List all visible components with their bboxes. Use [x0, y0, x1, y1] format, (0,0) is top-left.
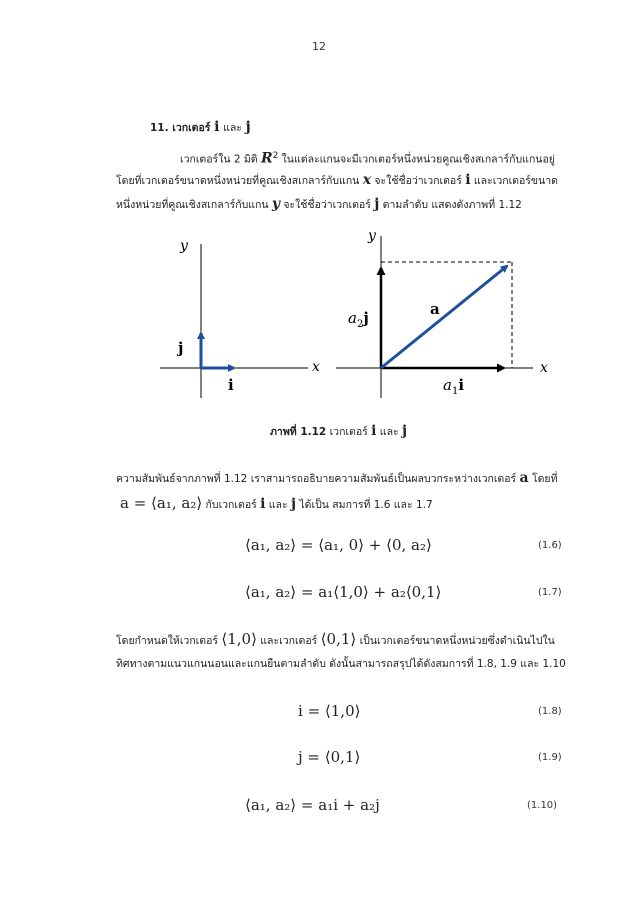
left-x-label: x — [312, 359, 320, 375]
para3-v1: ⟨1,0⟩ — [221, 630, 257, 648]
j-symbol: j — [374, 196, 380, 212]
para2-a-symbol: a — [519, 470, 529, 486]
para3-text-b: และเวกเตอร์ — [260, 635, 318, 647]
a-label: a — [430, 300, 440, 318]
a-vector — [381, 266, 507, 368]
para1-text-h: ตามลำดับ แสดงดังภาพที่ 1.12 — [382, 199, 522, 211]
a2j-label — [348, 309, 369, 330]
r-symbol: R — [260, 150, 273, 167]
caption-and: และ — [379, 426, 399, 438]
para2-text-a: ความสัมพันธ์จากภาพที่ 1.12 เราสามารถอธิบายความสัมพันธ์เป็นผลบวกระหว่างเวกเตอร์ — [116, 473, 517, 485]
i-symbol: i — [465, 172, 471, 188]
para3-v2: ⟨0,1⟩ — [320, 630, 357, 648]
a1i-sub: 1 — [451, 386, 459, 397]
para1-line3 — [116, 193, 522, 217]
para1-text-f: หนึ่งหน่วยที่คูณเชิงสเกลาร์กับแกน — [116, 199, 269, 211]
right-y-label: y — [368, 228, 376, 244]
para2-line2 — [120, 492, 433, 517]
para1-text-a: เวกเตอร์ใน 2 มิติ — [180, 153, 258, 166]
equation-1-8: i = ⟨1,0⟩ — [298, 702, 361, 720]
y-symbol: y — [271, 196, 281, 212]
page-number: 12 — [312, 40, 326, 53]
section-heading — [150, 116, 251, 140]
caption-prefix: ภาพที่ 1.12 — [270, 426, 327, 438]
para2-and: และ — [268, 499, 288, 511]
a2j-coef: a — [348, 309, 357, 327]
para2-text-d: ได้เป็น สมการที่ 1.6 และ 1.7 — [299, 499, 433, 511]
left-y-label: y — [180, 238, 188, 254]
a1i-coef: a — [443, 376, 452, 394]
para3-text-c: เป็นเวกเตอร์ขนาดหนึ่งหน่วยซึ่งดำเนินไปใน — [359, 635, 555, 647]
heading-i-symbol: i — [214, 119, 220, 135]
para2-line1 — [116, 467, 558, 491]
para1-text-c: โดยที่เวกเตอร์ขนาดหนึ่งหน่วยที่คูณเชิงสเกลาร์กับแกน — [116, 175, 360, 187]
left-j-label: j — [178, 339, 184, 357]
equation-1-10-number: (1.10) — [527, 800, 558, 811]
para3-text-a: โดยกำหนดให้เวกเตอร์ — [116, 635, 219, 647]
figure-caption — [270, 420, 407, 444]
para1-text-e: และเวกเตอร์ขนาด — [473, 175, 558, 187]
equation-1-9-number: (1.9) — [538, 752, 562, 763]
a-definition: a = ⟨a₁, a₂⟩ — [120, 494, 203, 512]
left-i-label: i — [228, 376, 234, 394]
equation-1-7: ⟨a₁, a₂⟩ = a₁⟨1,0⟩ + a₂⟨0,1⟩ — [245, 583, 442, 601]
r-exponent: 2 — [272, 151, 279, 161]
caption-j: j — [401, 423, 408, 439]
para1-text-d: จะใช้ชื่อว่าเวกเตอร์ — [374, 175, 462, 187]
a1i-vec: i — [458, 376, 465, 394]
equation-1-8-number: (1.8) — [538, 706, 562, 717]
equation-1-9: j = ⟨0,1⟩ — [298, 748, 361, 766]
section-heading-prefix: 11. เวกเตอร์ — [150, 122, 211, 134]
equation-1-7-number: (1.7) — [538, 587, 562, 598]
para1-text-b: ในแต่ละแกนจะมีเวกเตอร์หนึ่งหน่วยคูณเชิงสเกลาร์กับแกนอยู่ — [281, 153, 555, 166]
caption-i: i — [371, 423, 377, 439]
caption-text: เวกเตอร์ — [329, 426, 368, 438]
heading-j-symbol: j — [245, 119, 251, 135]
equation-1-6: ⟨a₁, a₂⟩ = ⟨a₁, 0⟩ + ⟨0, a₂⟩ — [245, 536, 432, 554]
a2j-sub: 2 — [356, 319, 364, 330]
para2-text-c: กับเวกเตอร์ — [205, 499, 257, 511]
para1-line1 — [180, 145, 555, 172]
para2-j: j — [290, 496, 297, 512]
a1i-label — [443, 376, 464, 397]
para3-line2: ทิศทางตามแนวแกนนอนและแกนยืนตามลำดับ ดังนั้นสามารถสรุปได้ดังสมการที่ 1.8, 1.9 และ 1.10 — [116, 658, 566, 670]
x-symbol: x — [362, 172, 372, 188]
heading-and: และ — [223, 122, 242, 134]
vector-figure — [140, 222, 580, 402]
equation-1-6-number: (1.6) — [538, 540, 562, 551]
para2-i: i — [260, 496, 266, 512]
equation-1-10: ⟨a₁, a₂⟩ = a₁i + a₂j — [245, 796, 380, 814]
a2j-vec: j — [363, 309, 369, 327]
para3-line1 — [116, 628, 555, 653]
para2-text-b: โดยที่ — [531, 473, 558, 485]
para1-text-g: จะใช้ชื่อว่าเวกเตอร์ — [283, 199, 371, 211]
right-x-label: x — [540, 360, 548, 376]
para1-line2 — [116, 169, 558, 193]
